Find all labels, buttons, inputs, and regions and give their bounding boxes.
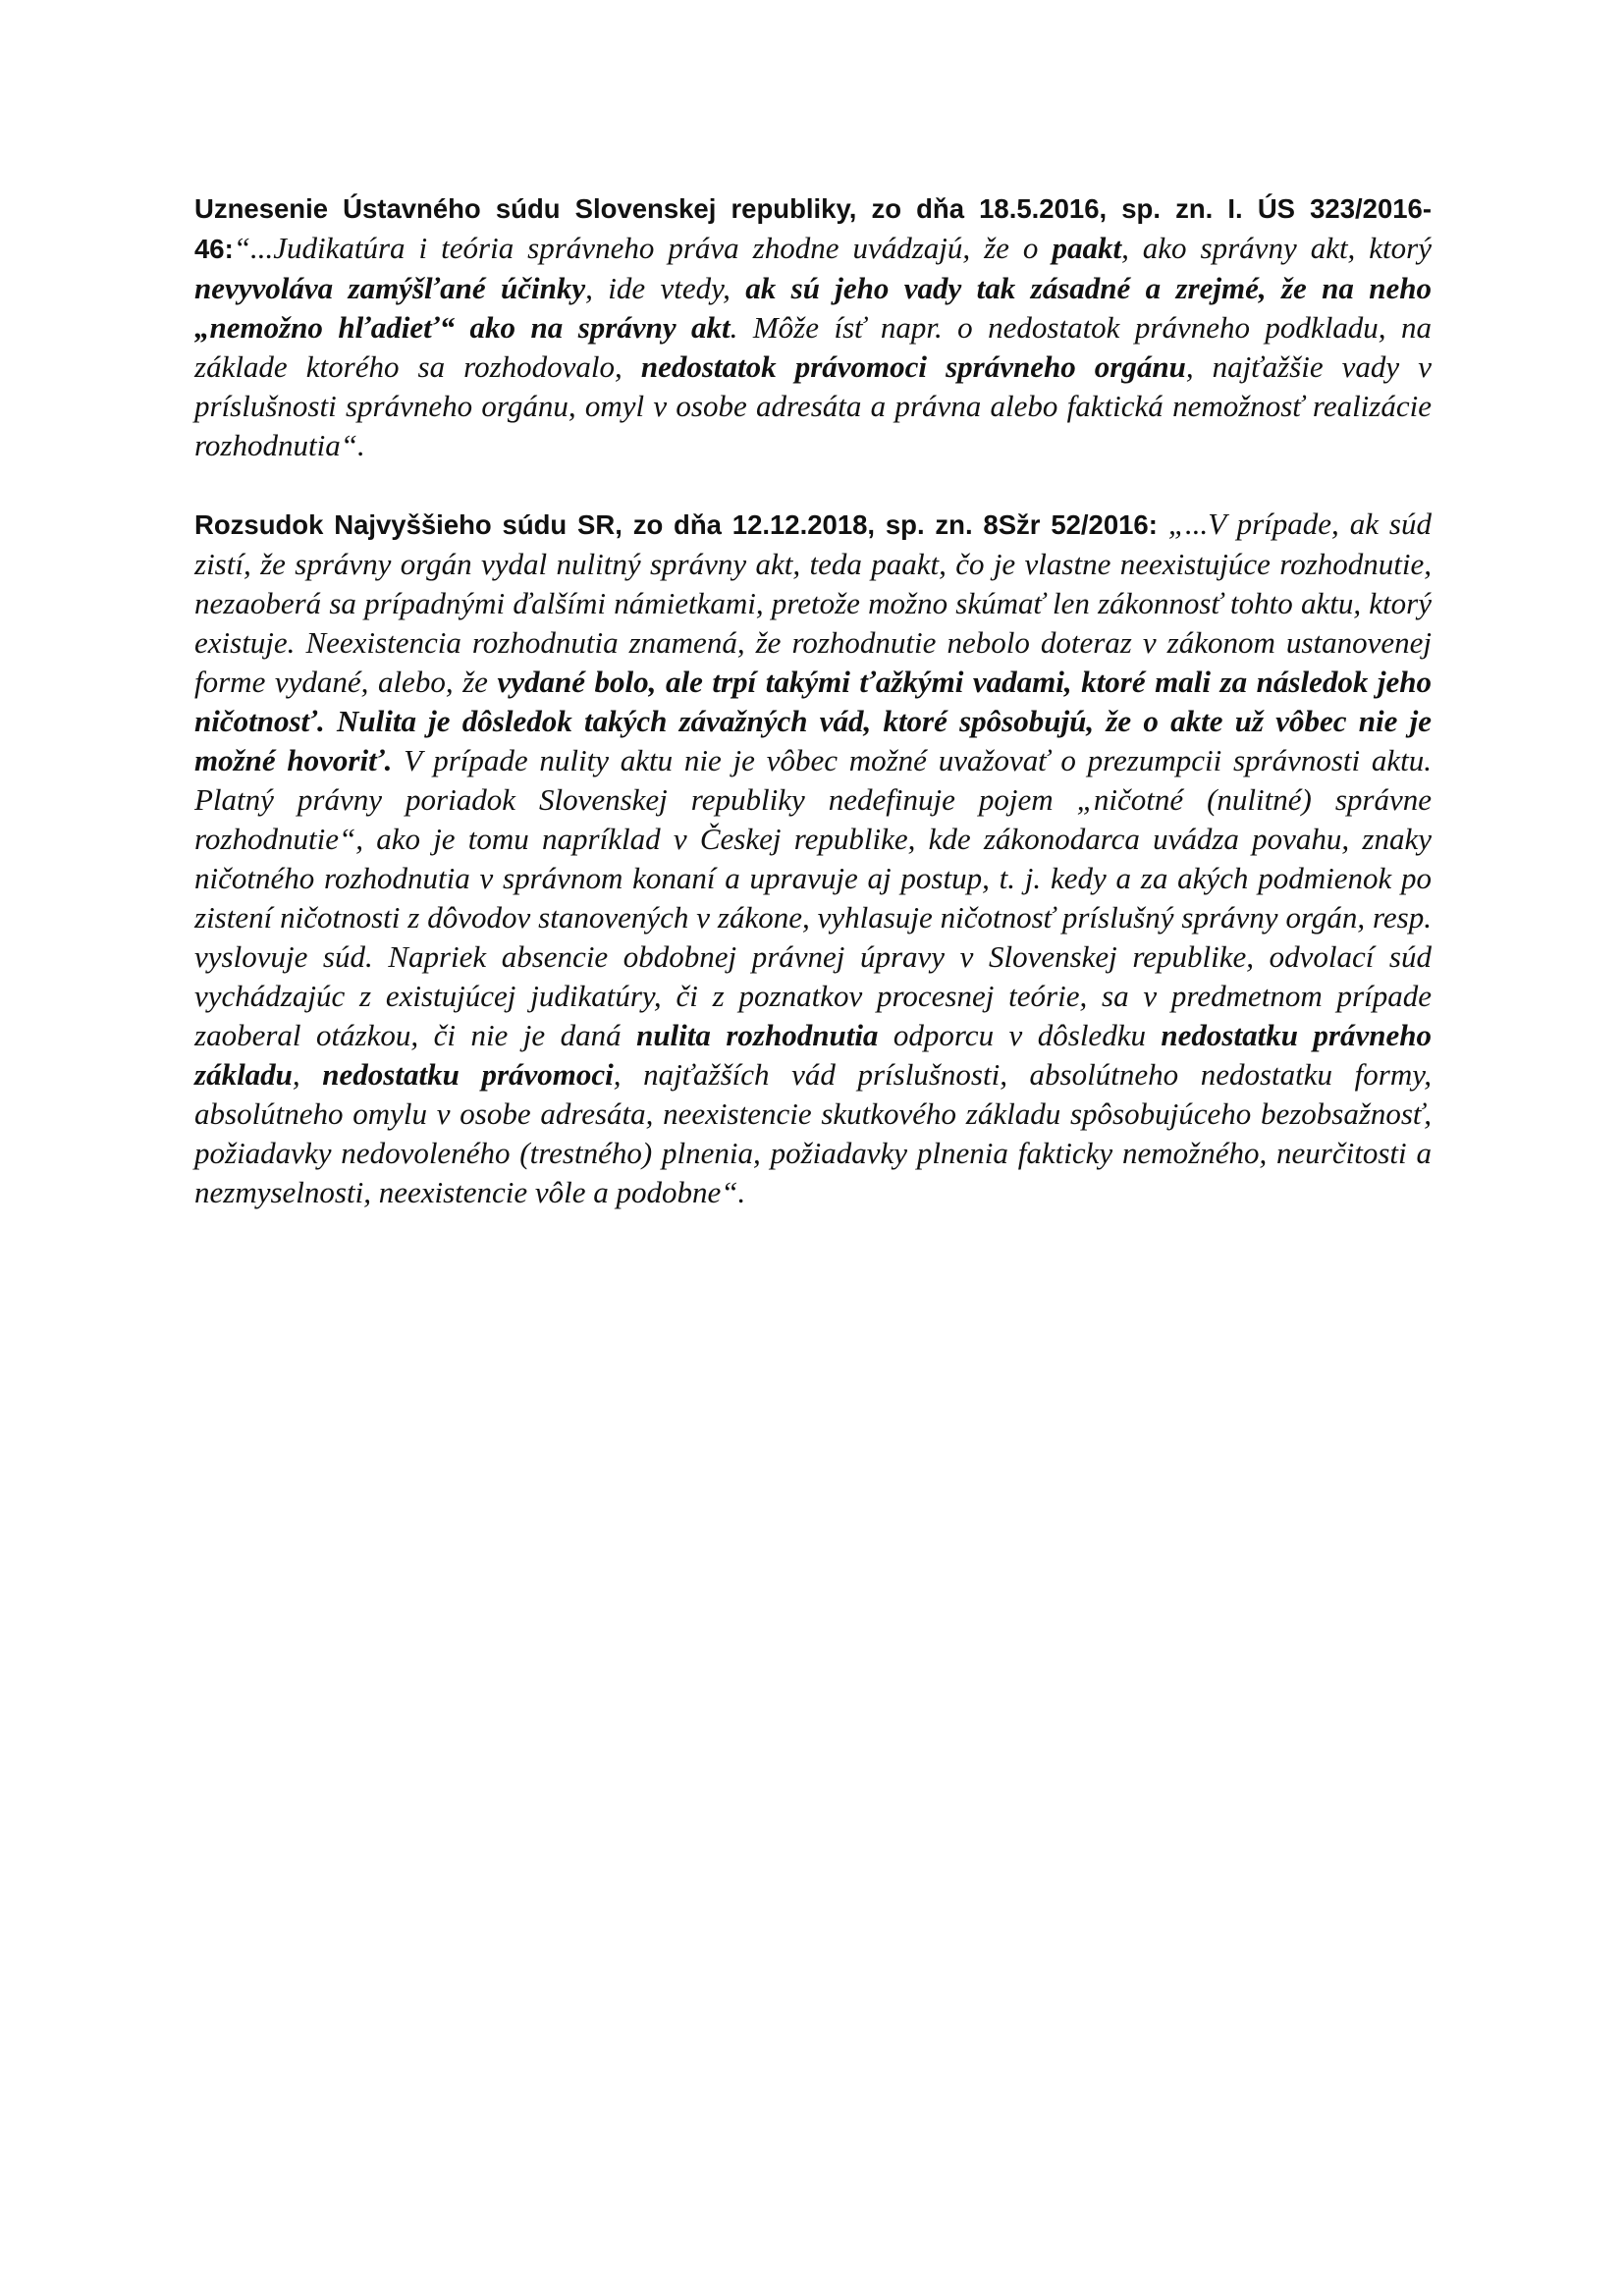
- quote-segment: odporcu v dôsledku: [878, 1018, 1162, 1052]
- quote-segment: „...V prípade, ak súd zistí, že správny orgán vydal nulitný správny akt, teda paakt, čo je vlastne neexistujúce rozhodnutie, nezaoberá sa prípadnými ďalšími námietkami, pretože možno skúmať len zákonnosť tohto aktu, ktorý existuje. Neexistencia rozhodnutia znamená, že rozhodnutie nebolo doteraz v zákonom ustanovenej forme vydané, alebo, že: [194, 507, 1432, 699]
- quoted-text: [194, 231, 1432, 462]
- paragraph-constitutional-court-resolution: [194, 188, 1432, 465]
- quote-segment-bold: ak sú jeho vady tak zásadné a zrejmé, že na neho „nemožno hľadieť“ ako na správny akt: [194, 271, 1432, 345]
- quote-segment-bold: nevyvoláva zamýšľané účinky: [194, 271, 586, 305]
- quote-segment-bold: nedostatok právomoci správneho orgánu: [640, 349, 1186, 384]
- paragraph-supreme-court-judgment: [194, 505, 1432, 1212]
- quote-segment-bold: paakt: [1052, 231, 1122, 265]
- document-page: [194, 188, 1432, 1212]
- quote-segment-bold: nedostatku právneho základu: [194, 1018, 1432, 1092]
- quote-segment: , ako správny akt, ktorý: [1121, 231, 1432, 265]
- quote-segment-bold: vydané bolo, ale trpí takými ťažkými vadami, ktoré mali za následok jeho ničotnosť. Nulita je dôsledok takých závažných vád, ktoré spôsobujú, že o akte už vôbec nie je možné hovoriť.: [194, 665, 1432, 777]
- quote-segment: , ide vtedy,: [585, 271, 746, 305]
- quoted-text: [194, 507, 1432, 1209]
- quote-segment-bold: nulita rozhodnutia: [636, 1018, 879, 1052]
- quote-segment: . Môže ísť napr. o nedostatok právneho podkladu, na základe ktorého sa rozhodovalo,: [194, 310, 1433, 384]
- quote-segment: , najťažších vád príslušnosti, absolútneho nedostatku formy, absolútneho omylu v osobe adresáta, neexistencie skutkového základu spôsobujúceho bezobsažnosť, požiadavky nedovoleného (trestného) plnenia, požiadavky plnenia fakticky nemožného, neurčitosti a nezmyselnosti, neexistencie vôle a podobne“.: [194, 1057, 1433, 1209]
- quote-segment: “...Judikatúra i teória správneho práva zhodne uvádzajú, že o: [233, 231, 1053, 265]
- quote-segment: V prípade nulity aktu nie je vôbec možné uvažovať o prezumpcii správnosti aktu. Platný právny poriadok Slovenskej republiky nedefinuje pojem „ničotné (nulitné) správne rozhodnutie“, ako je tomu napríklad v Českej republike, kde zákonodarca uvádza povahu, znaky ničotného rozhodnutia v správnom konaní a upravuje aj postup, t. j. kedy a za akých podmienok po zistení ničotnosti z dôvodov stanovených v zákone, vyhlasuje ničotnosť príslušný správny orgán, resp. vyslovuje súd. Napriek absencie obdobnej právnej úpravy v Slovenskej republike, odvolací súd vychádzajúc z existujúcej judikatúry, či z poznatkov procesnej teórie, sa v predmetnom prípade zaoberal otázkou, či nie je daná: [194, 743, 1433, 1052]
- quote-segment: ,: [292, 1057, 323, 1092]
- quote-segment: , najťažšie vady v príslušnosti správneho orgánu, omyl v osobe adresáta a právna alebo faktická nemožnosť realizácie rozhodnutia“.: [194, 349, 1432, 462]
- citation-heading: Rozsudok Najvyššieho súdu SR, zo dňa 12.12.2018, sp. zn. 8Sžr 52/2016:: [194, 509, 1158, 540]
- citation-heading: Uznesenie Ústavného súdu Slovenskej republiky, zo dňa 18.5.2016, sp. zn. I. ÚS 323/2016-46:: [194, 193, 1432, 264]
- quote-segment-bold: nedostatku právomoci: [322, 1057, 614, 1092]
